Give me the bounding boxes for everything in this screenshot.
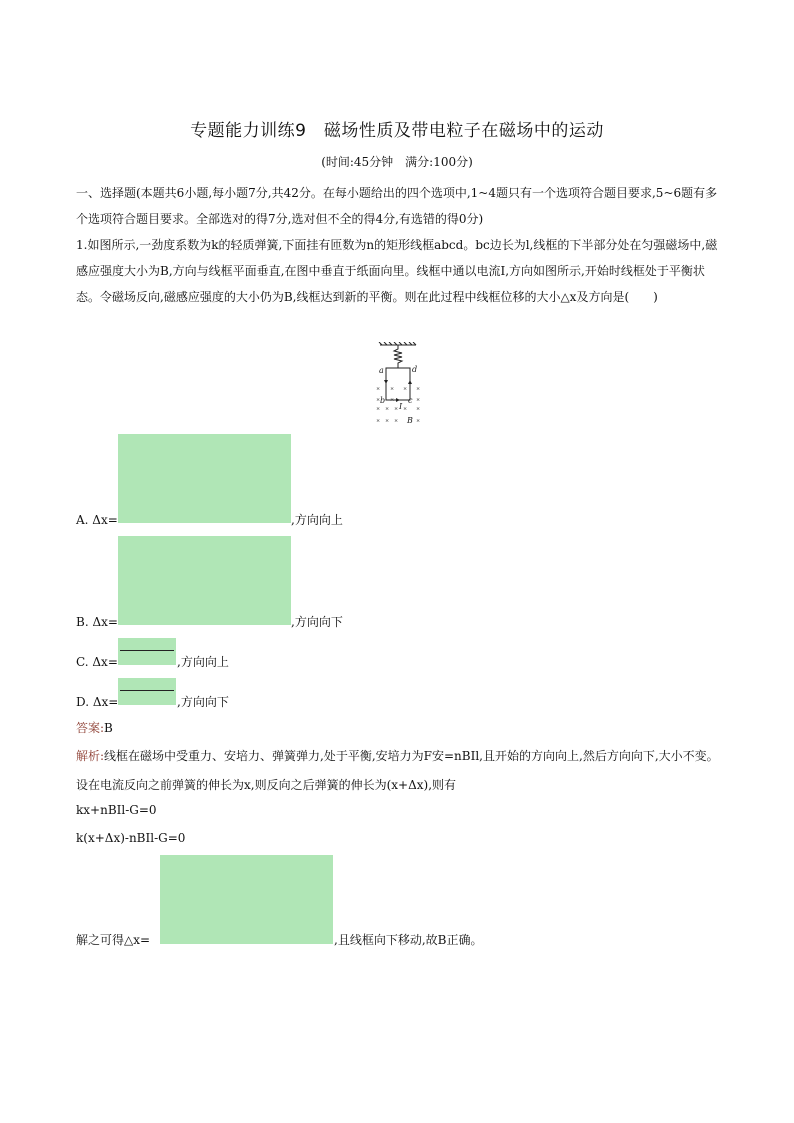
coil-frame	[386, 368, 410, 400]
option-c[interactable]	[0, 638, 794, 670]
conclusion-prefix: 解之可得△x=	[76, 933, 151, 947]
formula-image-placeholder	[118, 536, 291, 625]
fraction-placeholder	[118, 638, 176, 665]
field-cross: ×	[385, 418, 390, 424]
conclusion-suffix: ,且线框向下移动,故B正确。	[334, 933, 483, 947]
field-cross: ×	[385, 406, 390, 412]
fraction-bar	[120, 650, 174, 651]
label-d: d	[412, 365, 418, 374]
field-cross: ×	[394, 406, 399, 412]
answer-label: 答案:	[76, 721, 105, 735]
spring	[394, 345, 402, 368]
field-cross: ×	[403, 386, 408, 392]
spring-coil-figure	[366, 342, 428, 430]
question-1-text: 1.如图所示,一劲度系数为k的轻质弹簧,下面挂有匝数为n的矩形线框abcd。bc边长为l,线框的下半部分处在匀强磁场中,磁感应强度大小为B,方向与线框平面垂直,在图中垂直于纸面向里。线框中通以电流I,方向如图所示,开始时线框处于平衡状态。令磁场反向,磁感应强度的大小仍为B,线框达到新的平衡。则在此过程中线框位移的大小△x及方向是( )	[76, 238, 718, 304]
answer-line	[76, 718, 113, 738]
formula-image-placeholder	[160, 855, 333, 944]
page-title: 专题能力训练9 磁场性质及带电粒子在磁场中的运动	[190, 121, 604, 141]
analysis-text	[76, 742, 721, 800]
label-B: B	[407, 416, 413, 425]
field-cross: ×	[376, 386, 381, 392]
option-b[interactable]	[0, 536, 794, 631]
option-b-prefix: B. Δx=	[76, 615, 118, 629]
option-c-prefix: C. Δx=	[76, 655, 118, 669]
field-cross: ×	[416, 418, 421, 424]
field-cross: ×	[403, 406, 408, 412]
option-b-suffix: ,方向向下	[291, 615, 343, 629]
analysis-label: 解析:	[76, 749, 105, 763]
section-intro: 一、选择题(本题共6小题,每小题7分,共42分。在每小题给出的四个选项中,1~4题只有一个选项符合题目要求,5~6题有多个选项符合题目要求。全部选对的得7分,选对但不全的得4分,有选错的得0分)	[76, 186, 718, 226]
fraction-placeholder	[118, 678, 176, 705]
option-c-suffix: ,方向向上	[177, 655, 229, 669]
ceiling-support	[379, 342, 416, 345]
option-a-suffix: ,方向向上	[291, 513, 343, 527]
analysis-body: 线框在磁场中受重力、安培力、弹簧弹力,处于平衡,安培力为F安=nBIl,且开始的方向向上,然后方向向下,大小不变。设在电流反向之前弹簧的伸长为x,则反向之后弹簧的伸长为(x+Δx),则有	[76, 749, 719, 792]
label-b: b	[380, 396, 386, 405]
answer-value: B	[104, 721, 113, 735]
conclusion-line	[0, 855, 794, 950]
field-cross: ×	[416, 406, 421, 412]
field-cross: ×	[376, 406, 381, 412]
field-cross: ×	[376, 397, 381, 403]
option-d[interactable]	[0, 678, 794, 710]
field-cross: ×	[390, 386, 395, 392]
field-cross: ×	[416, 397, 421, 403]
formula-image-placeholder	[118, 434, 291, 523]
option-a[interactable]	[0, 434, 794, 529]
label-c: c	[408, 396, 413, 405]
fraction-bar	[120, 690, 174, 691]
option-a-prefix: A. Δx=	[76, 513, 118, 527]
equation-2: k(x+Δx)-nBIl-G=0	[76, 831, 186, 845]
exam-meta: (时间:45分钟 满分:100分)	[321, 155, 473, 169]
label-I: I	[399, 402, 403, 411]
label-a: a	[379, 366, 384, 375]
option-d-suffix: ,方向向下	[177, 695, 229, 709]
field-cross: ×	[394, 418, 399, 424]
field-cross: ×	[390, 397, 395, 403]
option-d-prefix: D. Δx=	[76, 695, 119, 709]
field-cross: ×	[416, 386, 421, 392]
equation-1: kx+nBIl-G=0	[76, 803, 157, 817]
field-cross: ×	[376, 418, 381, 424]
